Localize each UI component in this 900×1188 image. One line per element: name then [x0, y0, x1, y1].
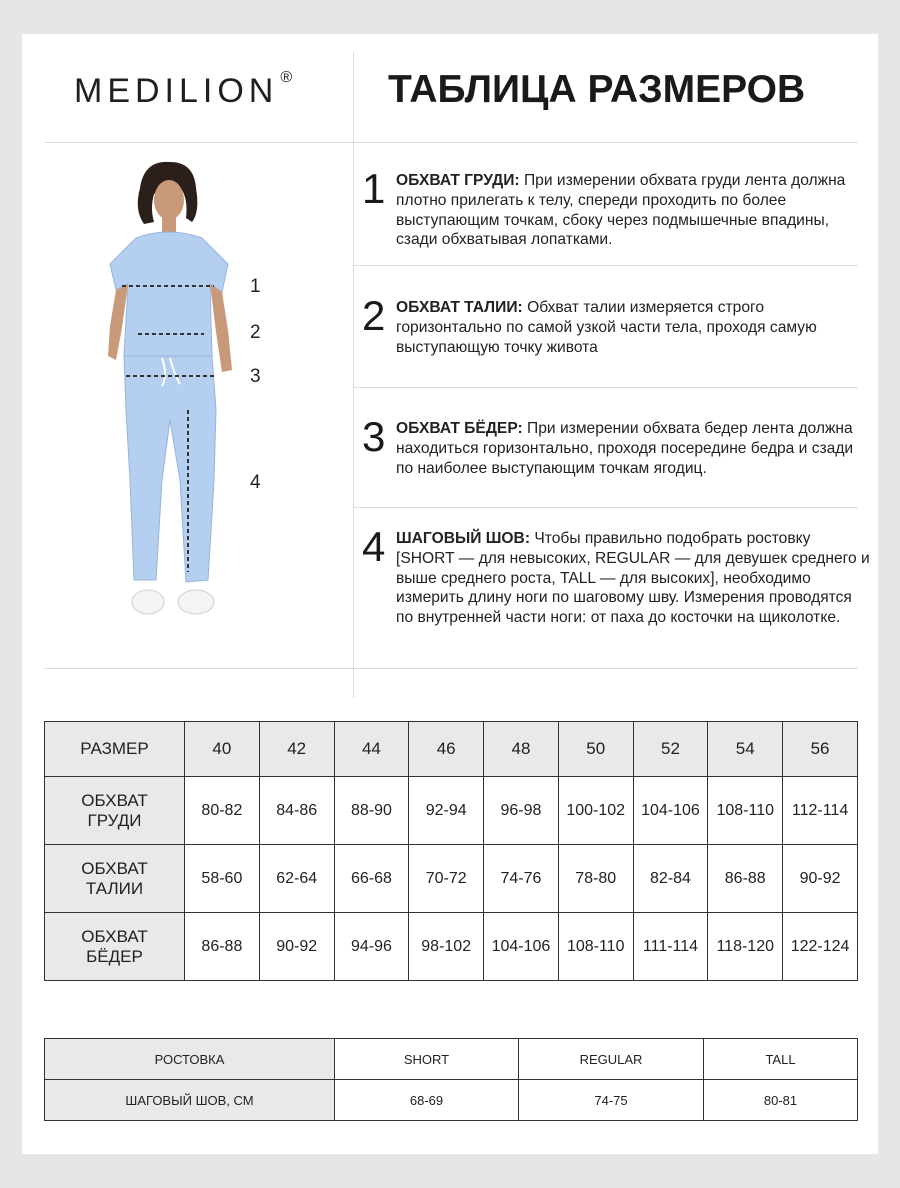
size-header-row — [45, 722, 858, 777]
table-row-waist — [45, 845, 858, 913]
figure-mark-hips: 3 — [250, 366, 261, 387]
height-table — [44, 1038, 858, 1121]
height-header-label: РОСТОВКА — [45, 1039, 335, 1080]
measurement-description: При измерении обхвата бедер лента должна находиться горизонтально, проходя посередине бедра и сзади по наиболее выступающим точкам ягодиц. — [396, 420, 854, 477]
row-label-bottom: БЁДЕР — [86, 946, 143, 966]
measurement-description: Чтобы правильно подобрать ростовку [SHORT — для невысоких, REGULAR — для девушек среднего и выше среднего роста, TALL — для высоких], необходимо измерить длину ноги по шаговому шву. Измерения проводятся по внутренней части ноги: от паха до косточки на щиколотке. — [396, 530, 870, 627]
measurement-number: 4 — [362, 523, 386, 570]
table-cell: 112-114 — [783, 777, 858, 845]
table-cell: 118-120 — [708, 913, 783, 981]
measurement-number: 3 — [362, 413, 386, 460]
height-column-header: TALL — [704, 1039, 858, 1080]
table-cell: 84-86 — [259, 777, 334, 845]
table-cell: 94-96 — [334, 913, 409, 981]
page-title: ТАБЛИЦА РАЗМЕРОВ — [388, 68, 806, 111]
figure-mark-chest: 1 — [250, 276, 261, 297]
measurement-label: ШАГОВЫЙ ШОВ: — [396, 530, 531, 547]
figure-mark-inseam: 4 — [250, 472, 261, 493]
table-cell: 86-88 — [185, 913, 260, 981]
size-header-cell: 54 — [708, 722, 783, 777]
section-divider — [44, 668, 858, 669]
size-header-cell: 44 — [334, 722, 409, 777]
height-column-header: SHORT — [335, 1039, 519, 1080]
table-cell: 66-68 — [334, 845, 409, 913]
measurement-label: ОБХВАТ ГРУДИ: — [396, 172, 520, 189]
table-cell: 80-81 — [704, 1080, 858, 1121]
size-table — [44, 721, 858, 981]
measurement-text — [396, 298, 871, 357]
model-illustration — [82, 160, 282, 630]
row-label — [45, 845, 185, 913]
table-cell: 74-76 — [484, 845, 559, 913]
measurement-description: Обхват талии измеряется строго горизонтально по самой узкой части тела, проходя самую выступающую точку живота — [396, 299, 817, 356]
table-cell: 74-75 — [519, 1080, 704, 1121]
table-cell: 100-102 — [558, 777, 633, 845]
size-header-cell: 50 — [558, 722, 633, 777]
height-header-row — [45, 1039, 858, 1080]
table-cell: 62-64 — [259, 845, 334, 913]
row-label-bottom: ГРУДИ — [87, 810, 142, 830]
measurement-number: 1 — [362, 165, 386, 212]
measurement-label: ОБХВАТ ТАЛИИ: — [396, 299, 523, 316]
table-cell: 90-92 — [783, 845, 858, 913]
measurement-number: 2 — [362, 292, 386, 339]
vertical-divider — [353, 52, 354, 698]
table-cell: 70-72 — [409, 845, 484, 913]
item-divider-1 — [353, 265, 858, 266]
table-cell: 58-60 — [185, 845, 260, 913]
table-cell: 82-84 — [633, 845, 708, 913]
size-header-cell: 52 — [633, 722, 708, 777]
table-cell: 108-110 — [708, 777, 783, 845]
row-label-bottom: ТАЛИИ — [85, 878, 144, 898]
measurement-text — [396, 529, 871, 628]
table-cell: 68-69 — [335, 1080, 519, 1121]
table-cell: 92-94 — [409, 777, 484, 845]
size-chart-sheet — [22, 34, 878, 1154]
table-cell: 98-102 — [409, 913, 484, 981]
size-header-cell: 42 — [259, 722, 334, 777]
table-row-hips — [45, 913, 858, 981]
inseam-row — [45, 1080, 858, 1121]
table-cell: 78-80 — [558, 845, 633, 913]
item-divider-2 — [353, 387, 858, 388]
measurement-description: При измерении обхвата груди лента должна плотно прилегать к телу, спереди проходить по более выступающим точкам, сбоку через подмышечные впадины, сзади обхватывая лопатками. — [396, 172, 846, 249]
table-cell: 111-114 — [633, 913, 708, 981]
table-cell: 80-82 — [185, 777, 260, 845]
size-header-cell: 40 — [185, 722, 260, 777]
measurement-label: ОБХВАТ БЁДЕР: — [396, 420, 523, 437]
row-label-top: ОБХВАТ — [81, 926, 148, 946]
table-cell: 86-88 — [708, 845, 783, 913]
height-column-header: REGULAR — [519, 1039, 704, 1080]
size-header-label: РАЗМЕР — [45, 722, 185, 777]
table-cell: 122-124 — [783, 913, 858, 981]
row-label-top: ОБХВАТ — [81, 858, 148, 878]
table-cell: 108-110 — [558, 913, 633, 981]
row-label — [45, 913, 185, 981]
figure-mark-waist: 2 — [250, 322, 261, 343]
item-divider-3 — [353, 507, 858, 508]
row-label-top: ОБХВАТ — [81, 790, 148, 810]
brand-logo — [74, 68, 293, 111]
inseam-row-label: ШАГОВЫЙ ШОВ, СМ — [45, 1080, 335, 1121]
table-cell: 90-92 — [259, 913, 334, 981]
measurement-text — [396, 419, 871, 478]
size-header-cell: 56 — [783, 722, 858, 777]
brand-name: MEDILION — [74, 72, 279, 110]
table-cell: 104-106 — [633, 777, 708, 845]
size-header-cell: 46 — [409, 722, 484, 777]
header-divider — [44, 142, 858, 143]
registered-mark: ® — [280, 68, 293, 86]
measurement-text — [396, 171, 871, 250]
table-row-chest — [45, 777, 858, 845]
size-header-cell: 48 — [484, 722, 559, 777]
table-cell: 96-98 — [484, 777, 559, 845]
row-label — [45, 777, 185, 845]
table-cell: 104-106 — [484, 913, 559, 981]
table-cell: 88-90 — [334, 777, 409, 845]
